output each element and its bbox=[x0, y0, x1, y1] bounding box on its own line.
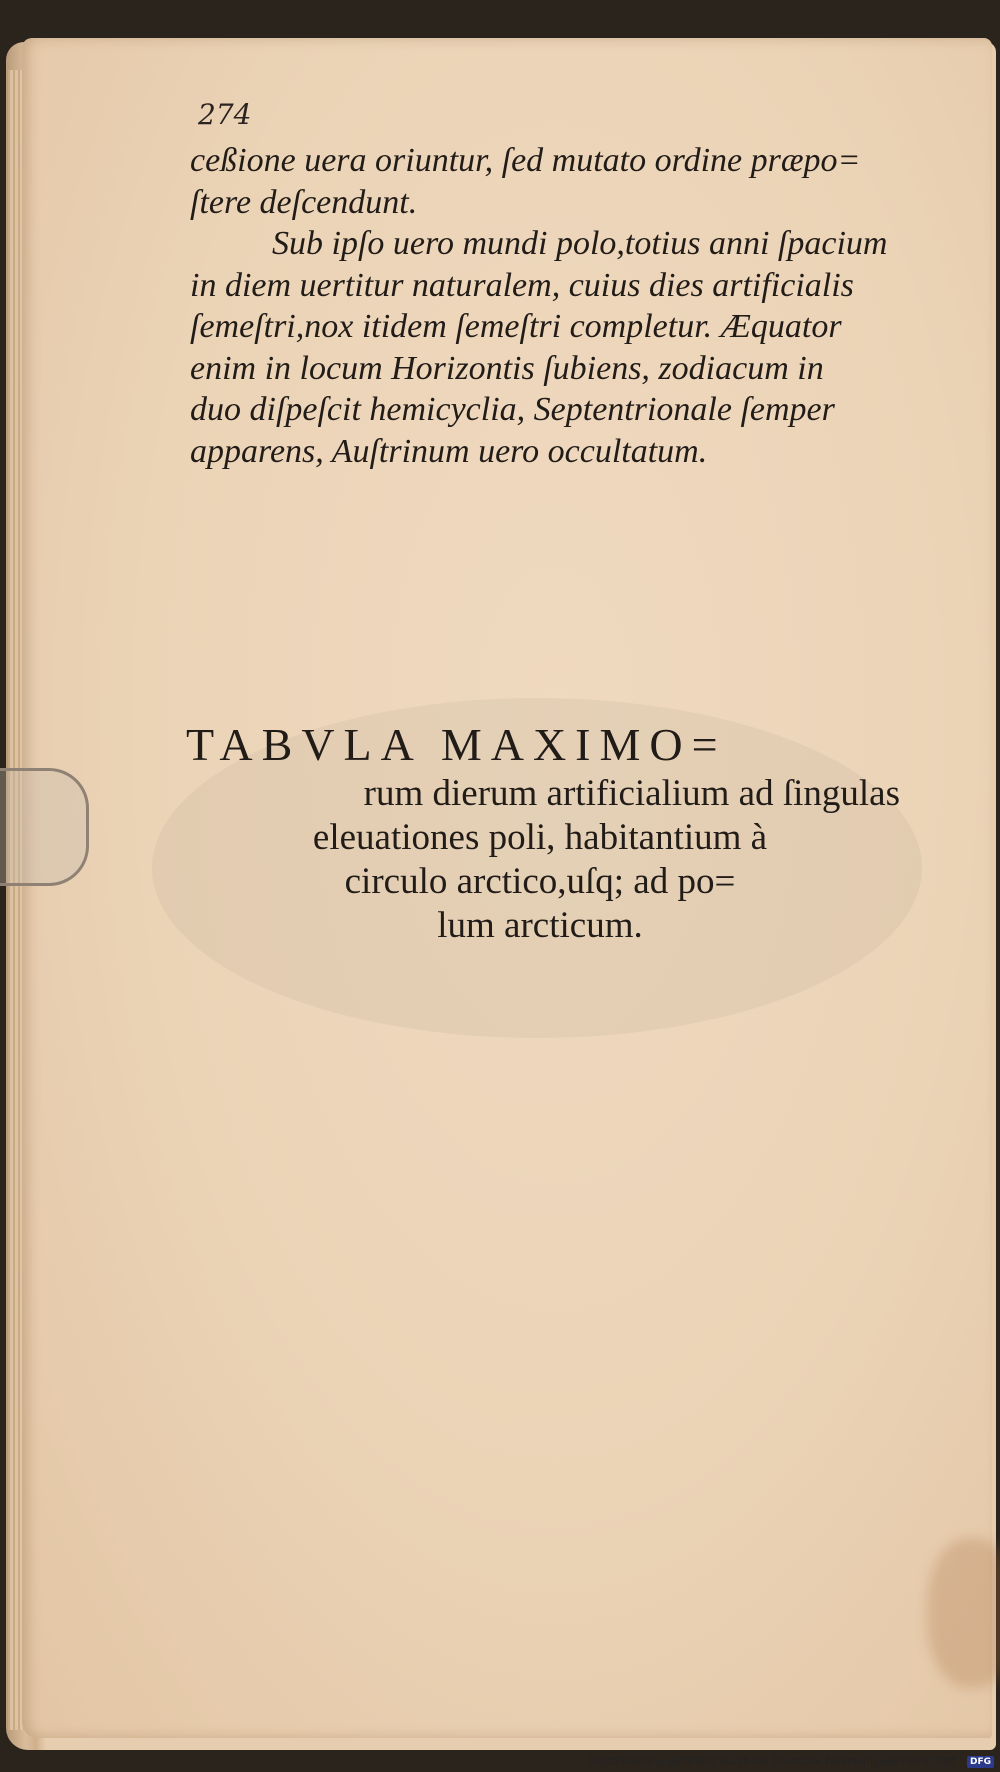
heading-line: TABVLA MAXIMO= bbox=[186, 719, 727, 770]
body-line: enim in locum Horizontis ſubiens, zodiacum in bbox=[190, 349, 824, 387]
digitization-credit bbox=[588, 1756, 994, 1768]
heading-line: circulo arctico,uſq; ad po= bbox=[344, 861, 736, 902]
paper-stain bbox=[927, 1538, 1000, 1688]
heading-line: rum dierum artificialium ad ſingulas bbox=[363, 773, 900, 814]
body-line: ſtere deſcendunt. bbox=[190, 183, 418, 221]
page-clip bbox=[0, 768, 89, 886]
body-line: Sub ipſo uero mundi polo,totius anni ſpacium bbox=[272, 225, 888, 262]
credit-text: Digitalisierung gefördert durch die Deutsche Forschungsgemeinschaft · bbox=[587, 1756, 963, 1768]
heading-line: lum arcticum. bbox=[437, 905, 643, 946]
heading-line: eleuationes poli, habitantium à bbox=[312, 817, 768, 858]
page-number: 274 bbox=[198, 98, 252, 131]
body-line: in diem uertitur naturalem, cuius dies artificialis bbox=[190, 266, 854, 304]
dfg-logo: DFG bbox=[967, 1756, 994, 1768]
table-heading bbox=[180, 718, 900, 948]
body-line: ſemeſtri,nox itidem ſemeſtri completur. Æquator bbox=[190, 308, 842, 345]
body-paragraph bbox=[190, 140, 915, 472]
body-line: duo diſpeſcit hemicyclia, Septentrionale ſemper bbox=[190, 391, 835, 428]
body-line: apparens, Auſtrinum uero occultatum. bbox=[190, 432, 708, 470]
body-line: ceßione uera oriuntur, ſed mutato ordine præpo= bbox=[190, 142, 861, 179]
